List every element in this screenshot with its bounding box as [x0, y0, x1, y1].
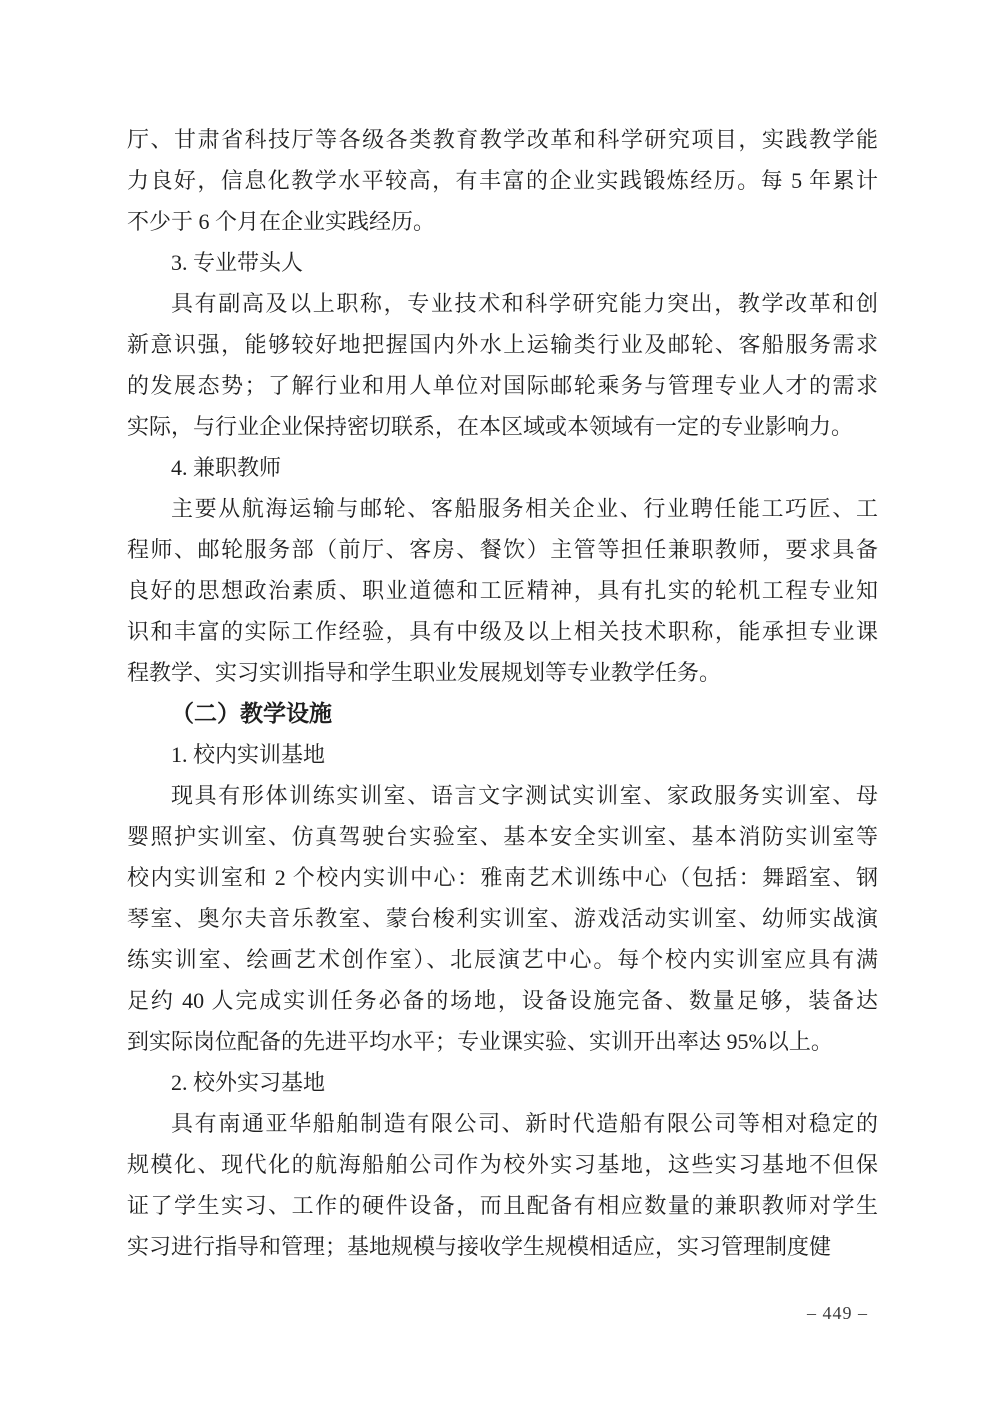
text-line: 实际，与行业企业保持密切联系，在本区域或本领域有一定的专业影响力。 — [127, 414, 854, 439]
text-line: 实习进行指导和管理；基地规模与接收学生规模相适应，实习管理制度健 — [127, 1234, 832, 1259]
text-line: 主要从航海运输与邮轮、客船服务相关企业、行业聘任能工巧匠、工 — [171, 496, 878, 521]
numbered-heading: 2. 校外实习基地 — [171, 1070, 326, 1095]
numbered-heading: 3. 专业带头人 — [171, 250, 304, 275]
text-line: 程师、邮轮服务部（前厅、客房、餐饮）主管等担任兼职教师，要求具备 — [127, 537, 878, 562]
section-heading: （二）教学设施 — [171, 700, 332, 726]
text-line: 婴照护实训室、仿真驾驶台实验室、基本安全实训室、基本消防实训室等 — [127, 824, 878, 849]
text-line: 具有南通亚华船舶制造有限公司、新时代造船有限公司等相对稳定的 — [171, 1111, 878, 1136]
text-line: 厅、甘肃省科技厅等各级各类教育教学改革和科学研究项目，实践教学能 — [127, 127, 878, 152]
text-line: 良好的思想政治素质、职业道德和工匠精神，具有扎实的轮机工程专业知 — [127, 578, 878, 603]
document-content — [127, 119, 878, 1267]
footer-page-number: – 449 – — [807, 1303, 868, 1323]
text-line: 识和丰富的实际工作经验，具有中级及以上相关技术职称，能承担专业课 — [127, 619, 878, 644]
text-line: 到实际岗位配备的先进平均水平；专业课实验、实训开出率达 95%以上。 — [127, 1029, 833, 1054]
text-line: 琴室、奥尔夫音乐教室、蒙台梭利实训室、游戏活动实训室、幼师实战演 — [127, 906, 878, 931]
text-line: 规模化、现代化的航海船舶公司作为校外实习基地，这些实习基地不但保 — [127, 1152, 878, 1177]
numbered-heading: 4. 兼职教师 — [171, 455, 282, 480]
numbered-heading: 1. 校内实训基地 — [171, 742, 326, 767]
text-line: 练实训室、绘画艺术创作室）、北辰演艺中心。每个校内实训室应具有满 — [127, 947, 878, 972]
text-line: 不少于 6 个月在企业实践经历。 — [127, 209, 436, 234]
text-line: 力良好，信息化教学水平较高，有丰富的企业实践锻炼经历。每 5 年累计 — [127, 168, 878, 193]
text-line: 新意识强，能够较好地把握国内外水上运输类行业及邮轮、客船服务需求 — [127, 332, 878, 357]
text-line: 校内实训室和 2 个校内实训中心：雅南艺术训练中心（包括：舞蹈室、钢 — [127, 865, 878, 890]
text-line: 的发展态势；了解行业和用人单位对国际邮轮乘务与管理专业人才的需求 — [127, 373, 878, 398]
text-line: 现具有形体训练实训室、语言文字测试实训室、家政服务实训室、母 — [171, 783, 878, 808]
text-line: 足约 40 人完成实训任务必备的场地，设备设施完备、数量足够，装备达 — [127, 988, 878, 1013]
text-line: 具有副高及以上职称，专业技术和科学研究能力突出，教学改革和创 — [171, 291, 878, 316]
text-line: 程教学、实习实训指导和学生职业发展规划等专业教学任务。 — [127, 660, 722, 685]
text-line: 证了学生实习、工作的硬件设备，而且配备有相应数量的兼职教师对学生 — [127, 1193, 878, 1218]
